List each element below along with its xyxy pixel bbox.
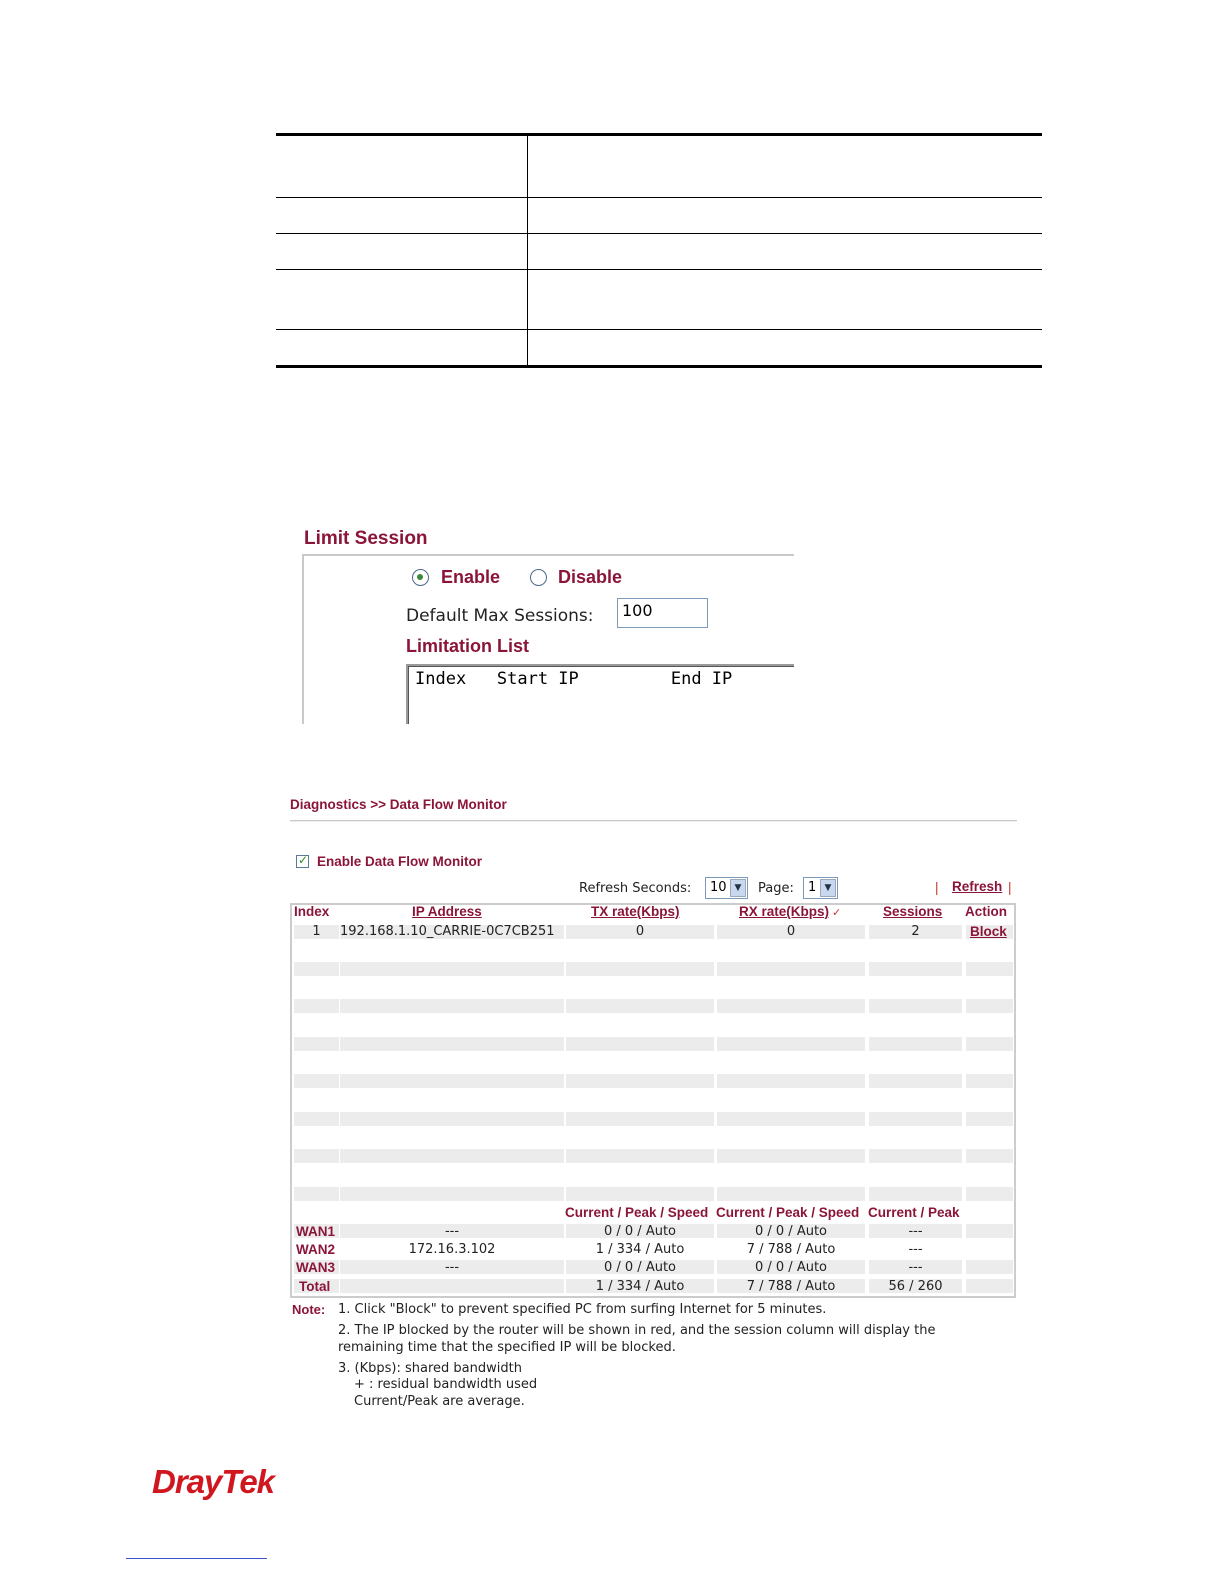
enable-monitor-checkbox[interactable]	[296, 855, 309, 868]
chevron-down-icon: ▼	[730, 879, 746, 897]
col-header-sessions[interactable]: Sessions	[883, 904, 943, 919]
row-stripe	[294, 1149, 339, 1163]
limit-session-title: Limit Session	[304, 528, 428, 549]
row-stripe	[966, 1260, 1013, 1274]
separator: |	[1008, 880, 1012, 895]
wan-sessions: ---	[908, 1242, 923, 1257]
row-stripe	[717, 1037, 865, 1051]
row-stripe	[717, 1187, 865, 1201]
tx-summary-header: Current / Peak / Speed	[565, 1205, 709, 1220]
row-stripe	[717, 1112, 865, 1126]
row-stripe	[966, 1149, 1013, 1163]
row-stripe	[869, 962, 962, 976]
row-stripe	[966, 1187, 1013, 1201]
note-2-cont: remaining time that the specified IP will be blocked.	[338, 1340, 676, 1355]
row-stripe	[717, 1074, 865, 1088]
wan-rx: 7 / 788 / Auto	[746, 1242, 836, 1257]
row-stripe	[869, 1112, 962, 1126]
wan-name: Total	[299, 1279, 331, 1294]
col-header-action: Action	[965, 904, 1007, 919]
note-3-sub1: + : residual bandwidth used	[354, 1377, 538, 1392]
row-stripe	[294, 999, 339, 1013]
wan-name: WAN3	[296, 1260, 336, 1275]
wan-sessions: ---	[908, 1260, 923, 1275]
wan-sessions: 56 / 260	[888, 1279, 943, 1294]
block-link[interactable]: Block	[970, 924, 1007, 939]
sessions-summary-header: Current / Peak	[868, 1205, 960, 1220]
row-stripe	[717, 999, 865, 1013]
row-stripe	[869, 1149, 962, 1163]
separator: |	[935, 880, 939, 895]
wan-rx: 0 / 0 / Auto	[754, 1224, 827, 1239]
enable-radio-label: Enable	[441, 567, 501, 587]
row-stripe	[566, 1074, 714, 1088]
row-stripe	[340, 1037, 564, 1051]
wan-ip: ---	[444, 1224, 460, 1239]
note-2: 2. The IP blocked by the router will be shown in red, and the session column will display the	[338, 1323, 936, 1338]
row-stripe	[717, 962, 865, 976]
wan-rx: 0 / 0 / Auto	[754, 1260, 827, 1275]
note-3-sub2: Current/Peak are average.	[354, 1394, 525, 1409]
wan-tx: 1 / 334 / Auto	[595, 1279, 685, 1294]
note-1: 1. Click "Block" to prevent specified PC from surfing Internet for 5 minutes.	[338, 1302, 827, 1317]
limitation-list-title: Limitation List	[406, 636, 529, 656]
description-table	[276, 133, 1042, 368]
row-stripe	[966, 1037, 1013, 1051]
rx-summary-header: Current / Peak / Speed	[716, 1205, 860, 1220]
enable-radio[interactable]	[412, 569, 429, 586]
note-3: 3. (Kbps): shared bandwidth	[338, 1361, 522, 1376]
default-max-sessions-input[interactable]: 100	[617, 598, 708, 628]
row-stripe	[966, 962, 1013, 976]
row-stripe	[340, 1074, 564, 1088]
row-stripe	[966, 1074, 1013, 1088]
row-stripe	[566, 1149, 714, 1163]
wan-tx: 1 / 334 / Auto	[595, 1242, 685, 1257]
row-stripe	[966, 1279, 1013, 1293]
row-stripe	[566, 999, 714, 1013]
default-max-sessions-label: Default Max Sessions:	[406, 606, 594, 626]
row-stripe	[966, 1224, 1013, 1238]
disable-radio[interactable]	[530, 569, 547, 586]
row-sessions: 2	[911, 924, 920, 939]
breadcrumb: Diagnostics >> Data Flow Monitor	[290, 797, 507, 812]
row-stripe	[869, 999, 962, 1013]
row-stripe	[869, 1037, 962, 1051]
row-stripe	[340, 1112, 564, 1126]
row-stripe	[966, 999, 1013, 1013]
chevron-down-icon: ✓	[832, 906, 842, 919]
wan-name: WAN2	[296, 1242, 336, 1257]
row-stripe	[294, 962, 339, 976]
table-row	[276, 270, 1042, 330]
limitation-list-header: Index Start IP End IP	[415, 669, 733, 689]
row-stripe	[869, 1074, 962, 1088]
row-stripe	[340, 999, 564, 1013]
row-stripe	[340, 962, 564, 976]
refresh-seconds-value: 10	[710, 880, 727, 895]
row-stripe	[294, 1037, 339, 1051]
chevron-down-icon: ▼	[820, 879, 836, 897]
footer-divider	[126, 1558, 267, 1559]
row-tx-rate: 0	[635, 924, 645, 939]
wan-ip: 172.16.3.102	[408, 1242, 496, 1257]
row-stripe	[869, 1187, 962, 1201]
wan-tx: 0 / 0 / Auto	[603, 1260, 676, 1275]
wan-rx: 7 / 788 / Auto	[746, 1279, 836, 1294]
table-row	[276, 330, 1042, 365]
wan-name: WAN1	[296, 1224, 336, 1239]
row-stripe	[340, 1149, 564, 1163]
row-stripe	[294, 1112, 339, 1126]
col-header-index: Index	[294, 904, 330, 919]
row-stripe	[566, 1112, 714, 1126]
refresh-seconds-label: Refresh Seconds:	[579, 881, 692, 896]
wan-sessions: ---	[908, 1224, 923, 1239]
page-value: 1	[808, 880, 817, 895]
divider	[290, 820, 1017, 822]
limitation-list-box[interactable]	[406, 664, 794, 724]
page-label: Page:	[758, 881, 794, 896]
refresh-link[interactable]: Refresh	[952, 879, 1003, 894]
page-select[interactable]	[803, 877, 838, 899]
wan-tx: 0 / 0 / Auto	[603, 1224, 676, 1239]
col-header-ip-address[interactable]: IP Address	[412, 904, 482, 919]
row-stripe	[340, 1187, 564, 1201]
row-stripe	[294, 1187, 339, 1201]
row-stripe	[566, 1037, 714, 1051]
row-stripe	[566, 962, 714, 976]
table-row	[276, 198, 1042, 234]
refresh-seconds-select[interactable]	[705, 877, 748, 899]
enable-monitor-label: Enable Data Flow Monitor	[317, 854, 483, 869]
table-row	[276, 234, 1042, 270]
row-stripe	[717, 1149, 865, 1163]
table-row	[276, 136, 1042, 198]
note-label: Note:	[292, 1302, 326, 1317]
row-stripe	[566, 1187, 714, 1201]
wan-ip: ---	[444, 1260, 460, 1275]
row-stripe	[966, 1112, 1013, 1126]
check-icon: ✓	[298, 853, 309, 867]
row-ip-address: 192.168.1.10_CARRIE-0C7CB251	[340, 924, 555, 939]
col-header-rx-rate[interactable]: RX rate(Kbps)	[739, 904, 830, 919]
draytek-logo: DrayTek	[152, 1463, 275, 1500]
row-index: 1	[312, 924, 321, 939]
row-rx-rate: 0	[786, 924, 796, 939]
row-stripe	[340, 1279, 564, 1293]
disable-radio-label: Disable	[558, 567, 623, 587]
col-header-tx-rate[interactable]: TX rate(Kbps)	[591, 904, 680, 919]
row-stripe	[294, 1074, 339, 1088]
